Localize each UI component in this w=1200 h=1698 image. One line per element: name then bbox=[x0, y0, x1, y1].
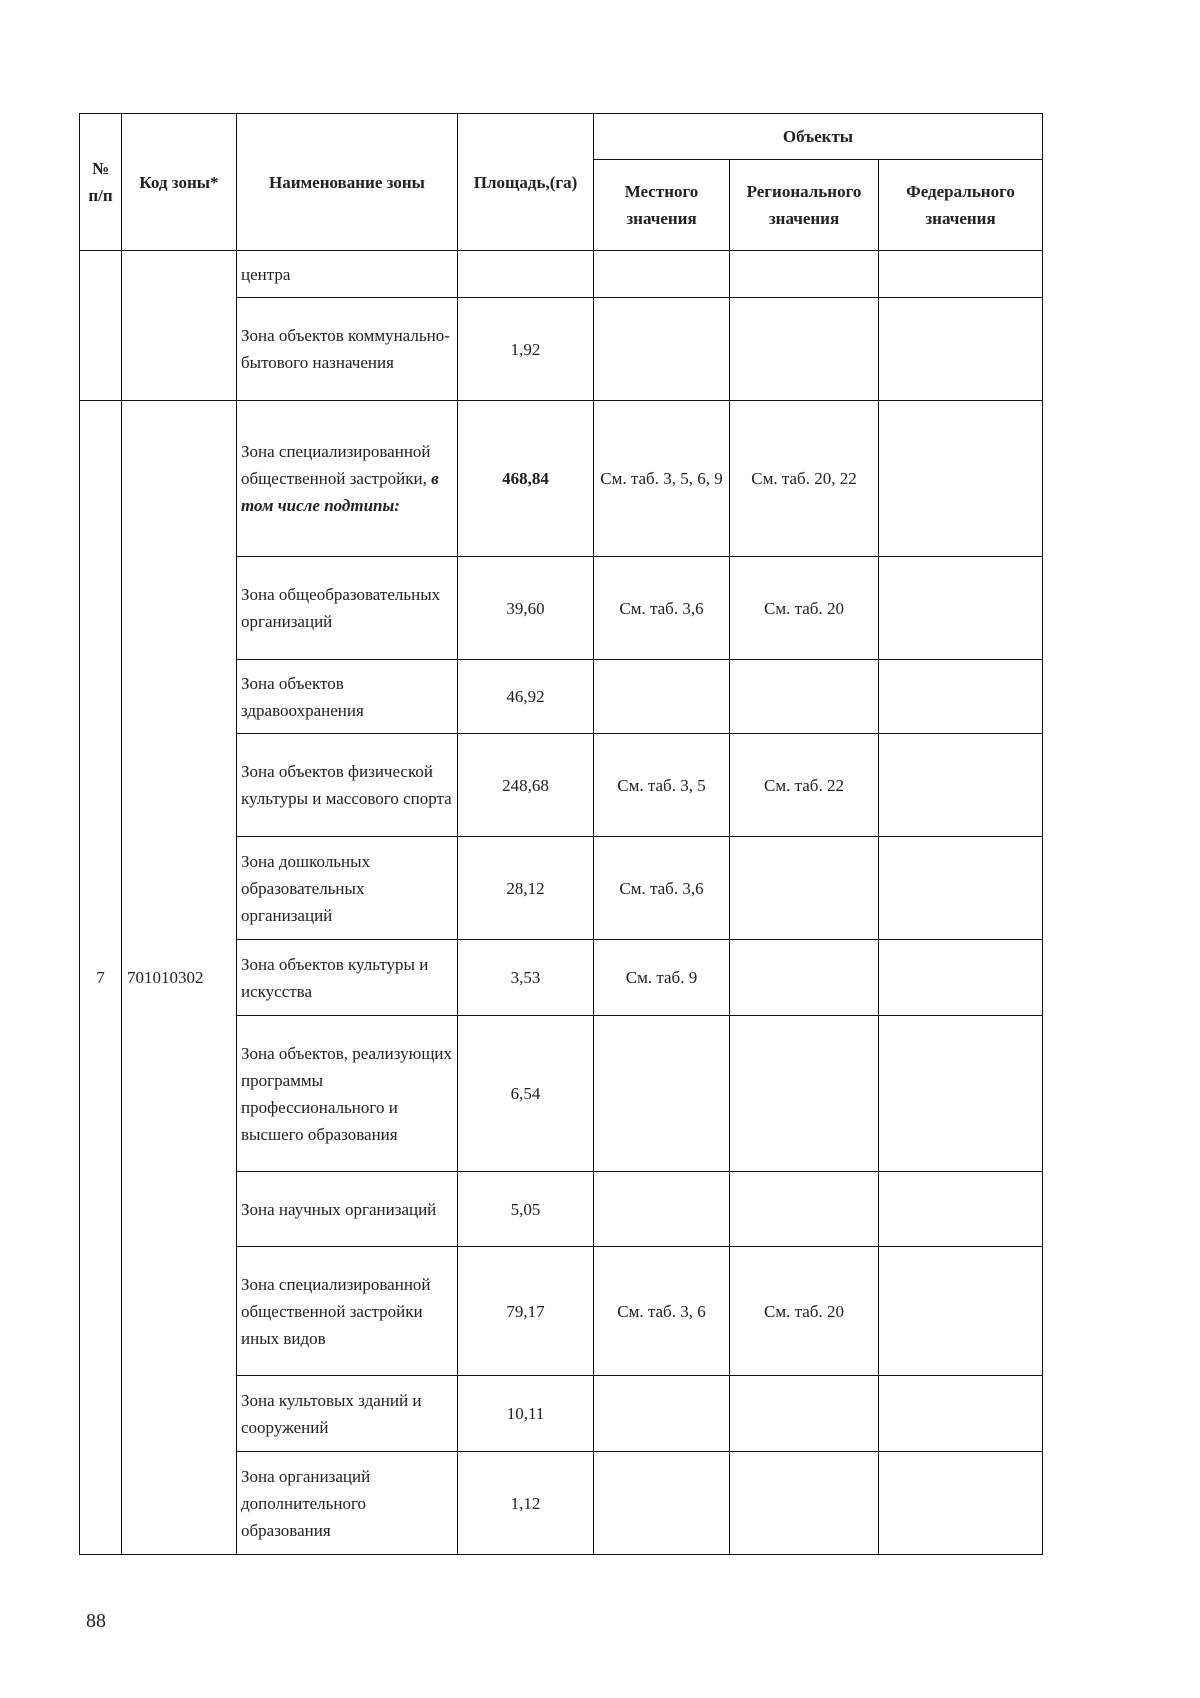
cell-local: См. таб. 3,6 bbox=[594, 837, 730, 940]
cell-regional bbox=[730, 1016, 879, 1172]
zone-subtypes-note: в том числе подтипы: bbox=[241, 469, 439, 515]
cell-zone-name: Зона объектов здравоохранения bbox=[237, 660, 458, 734]
cell-zone-name: Зона специализированной общественной застройки иных видов bbox=[237, 1247, 458, 1376]
table-header bbox=[80, 114, 1043, 251]
cell-regional: См. таб. 22 bbox=[730, 734, 879, 837]
cell-area: 39,60 bbox=[458, 557, 594, 660]
cell-zone-name: центра bbox=[237, 251, 458, 298]
cell-local bbox=[594, 1452, 730, 1555]
header-code: Код зоны* bbox=[122, 114, 237, 251]
header-local: Местного значения bbox=[594, 160, 730, 251]
header-area: Площадь,(га) bbox=[458, 114, 594, 251]
cell-area: 1,12 bbox=[458, 1452, 594, 1555]
cell-area: 79,17 bbox=[458, 1247, 594, 1376]
cell-regional: См. таб. 20 bbox=[730, 1247, 879, 1376]
cell-regional bbox=[730, 660, 879, 734]
table-row bbox=[80, 401, 1043, 557]
cell-regional bbox=[730, 1172, 879, 1247]
cell-federal bbox=[879, 940, 1043, 1016]
cell-local bbox=[594, 1376, 730, 1452]
cell-area bbox=[458, 251, 594, 298]
cell-local bbox=[594, 1172, 730, 1247]
cell-area: 5,05 bbox=[458, 1172, 594, 1247]
cell-federal bbox=[879, 251, 1043, 298]
cell-regional bbox=[730, 1452, 879, 1555]
cell-regional bbox=[730, 251, 879, 298]
cell-no: 7 bbox=[80, 401, 122, 1555]
cell-federal bbox=[879, 557, 1043, 660]
cell-zone-name: Зона организаций дополнительного образования bbox=[237, 1452, 458, 1555]
cell-zone-name: Зона объектов культуры и искусства bbox=[237, 940, 458, 1016]
cell-zone-name: Зона объектов коммунально-бытового назначения bbox=[237, 298, 458, 401]
zones-table bbox=[79, 113, 1043, 1555]
cell-federal bbox=[879, 1376, 1043, 1452]
cell-area: 1,92 bbox=[458, 298, 594, 401]
cell-code: 701010302 bbox=[122, 401, 237, 1555]
cell-zone-name bbox=[237, 401, 458, 557]
cell-regional bbox=[730, 837, 879, 940]
cell-federal bbox=[879, 660, 1043, 734]
cell-local: См. таб. 3,6 bbox=[594, 557, 730, 660]
cell-regional bbox=[730, 1376, 879, 1452]
cell-area: 3,53 bbox=[458, 940, 594, 1016]
table-row bbox=[80, 251, 1043, 298]
header-name: Наименование зоны bbox=[237, 114, 458, 251]
header-no: № п/п bbox=[80, 114, 122, 251]
cell-no bbox=[80, 251, 122, 401]
cell-zone-name: Зона дошкольных образовательных организаций bbox=[237, 837, 458, 940]
cell-zone-name: Зона объектов физической культуры и массового спорта bbox=[237, 734, 458, 837]
cell-area: 468,84 bbox=[458, 401, 594, 557]
table-body bbox=[80, 251, 1043, 1555]
cell-federal bbox=[879, 1172, 1043, 1247]
header-federal: Федерального значения bbox=[879, 160, 1043, 251]
cell-area: 6,54 bbox=[458, 1016, 594, 1172]
header-regional: Регионального значения bbox=[730, 160, 879, 251]
cell-federal bbox=[879, 1247, 1043, 1376]
zone-name-text: Зона специализированной общественной застройки, bbox=[241, 442, 431, 488]
cell-regional: См. таб. 20, 22 bbox=[730, 401, 879, 557]
cell-federal bbox=[879, 1452, 1043, 1555]
cell-local: См. таб. 3, 5 bbox=[594, 734, 730, 837]
page-number: 88 bbox=[86, 1610, 106, 1632]
cell-local bbox=[594, 1016, 730, 1172]
cell-federal bbox=[879, 734, 1043, 837]
cell-federal bbox=[879, 1016, 1043, 1172]
cell-federal bbox=[879, 401, 1043, 557]
cell-regional: См. таб. 20 bbox=[730, 557, 879, 660]
cell-local: См. таб. 9 bbox=[594, 940, 730, 1016]
cell-local: См. таб. 3, 6 bbox=[594, 1247, 730, 1376]
cell-zone-name: Зона культовых зданий и сооружений bbox=[237, 1376, 458, 1452]
cell-federal bbox=[879, 298, 1043, 401]
cell-local bbox=[594, 660, 730, 734]
cell-zone-name: Зона объектов, реализующих программы профессионального и высшего образования bbox=[237, 1016, 458, 1172]
cell-regional bbox=[730, 298, 879, 401]
cell-area: 46,92 bbox=[458, 660, 594, 734]
cell-area: 28,12 bbox=[458, 837, 594, 940]
cell-zone-name: Зона научных организаций bbox=[237, 1172, 458, 1247]
cell-area: 10,11 bbox=[458, 1376, 594, 1452]
cell-local bbox=[594, 251, 730, 298]
cell-local bbox=[594, 298, 730, 401]
cell-regional bbox=[730, 940, 879, 1016]
cell-local: См. таб. 3, 5, 6, 9 bbox=[594, 401, 730, 557]
header-objects: Объекты bbox=[594, 114, 1043, 160]
cell-federal bbox=[879, 837, 1043, 940]
cell-code bbox=[122, 251, 237, 401]
cell-area: 248,68 bbox=[458, 734, 594, 837]
cell-zone-name: Зона общеобразовательных организаций bbox=[237, 557, 458, 660]
